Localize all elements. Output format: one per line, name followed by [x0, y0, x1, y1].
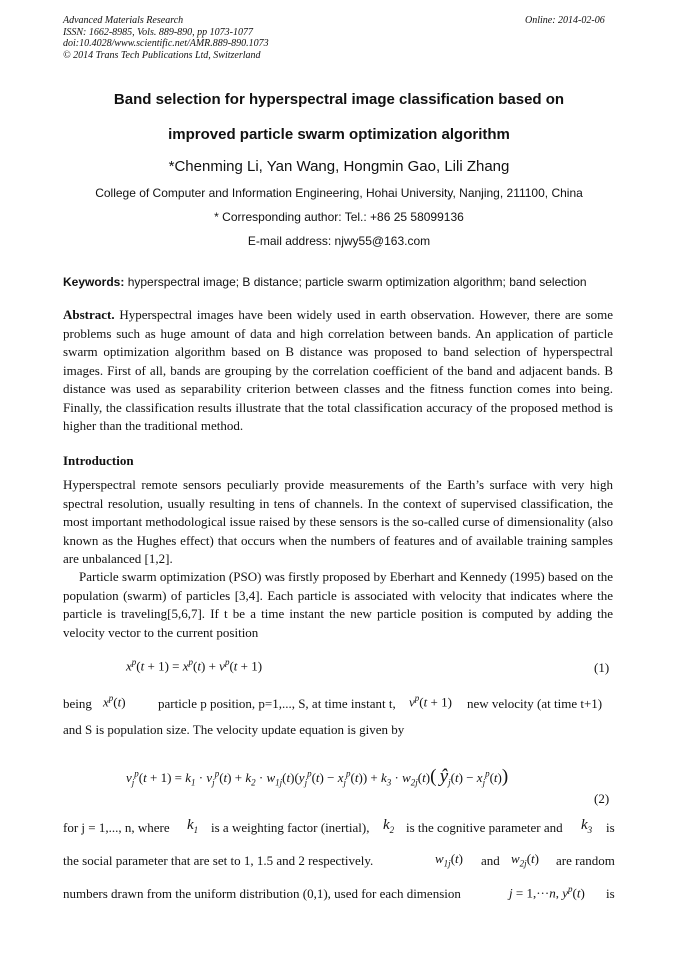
- numbers-text-a: numbers drawn from the uniform distribution (0,1), used for each dimension: [63, 886, 461, 901]
- equation-2: $v_j^p(t + 1) = k_1 \cdot v_j^p(t) + k_2 \cdot w_{1j}(t)(y_j^p(t) - x_j^p(t)) + k_3 \cdot w_{2j}(t)$( $ŷ_j(t) - x_j^p(t)$): [126, 766, 509, 788]
- inline-math-vp: $v^p(t + 1)$: [409, 693, 452, 710]
- inline-math-w2j: $w_{2j}(t)$: [511, 851, 539, 869]
- abstract-label: Abstract.: [63, 307, 115, 322]
- equation-1-number: (1): [594, 660, 610, 675]
- social-text-a: the social parameter that are set to 1, 1.5 and 2 respectively.: [63, 853, 374, 868]
- intro-paragraph-1: Hyperspectral remote sensors peculiarly provide measurements of the Earth’s surface with very high spectral resolution, usually resulting in tens of channels. In the context of supervised classification, the most important methodological issue raised by these sensors is the so-called curse of dimensionality (also known as the Hughes effect) that occurs when the numbers of features and of available training samples are unbalanced [1,2].: [63, 477, 613, 566]
- being-word: being: [63, 696, 92, 711]
- paper-title-line-1: Band selection for hyperspectral image classification based on: [113, 91, 565, 108]
- journal-header: [63, 15, 269, 61]
- abstract-text: Hyperspectral images have been widely used in earth observation. However, there are some problems such as huge amount of data and high correlation between bands. An application of particle swarm optimization algorithm based on B distance was proposed to band selection of hyperspectral images. First of all, bands are grouping by the correlation coefficient of the band and adjacent bands. B distance was used as separability criterion between classes and the fitness function comes into being. Finally, the classification results illustrate that the total classification accuracy of the proposed method is higher than the traditional method.: [63, 307, 614, 433]
- inline-math-w1j: $w_{1j}(t)$: [435, 851, 463, 869]
- journal-issn: ISSN: 1662-8985, Vols. 889-890, pp 1073-1077: [63, 26, 253, 38]
- inline-math-k1: $k_1$: [187, 817, 199, 835]
- abstract-paragraph: [63, 306, 613, 436]
- equation-2-number: (2): [594, 791, 610, 806]
- online-date: Online: 2014-02-06: [525, 15, 605, 26]
- journal-name: Advanced Materials Research: [63, 15, 184, 26]
- forj-text-b: is a weighting factor (inertial),: [211, 820, 370, 835]
- journal-copyright: © 2014 Trans Tech Publications Ltd, Switzerland: [63, 49, 261, 61]
- forj-text-a: for j = 1,..., n, where: [63, 820, 170, 835]
- intro-paragraph-2: Particle swarm optimization (PSO) was firstly proposed by Eberhart and Kennedy (1995) based on the population (swarm) of particles [3,4]. Each particle is associated with velocity that indicates where the particle is traveling[5,6,7]. If t be a time instant the new particle position is computed by adding the velocity vector to the current position: [63, 569, 613, 640]
- numbers-text-b: is: [606, 886, 615, 901]
- text-line-population: and S is population size. The velocity update equation is given by: [63, 722, 405, 737]
- corresponding-author: * Corresponding author: Tel.: +86 25 58099136: [214, 210, 464, 224]
- social-text-c: are random: [556, 853, 615, 868]
- affiliation: College of Computer and Information Engineering, Hohai University, Nanjing, 211100, China: [95, 186, 583, 200]
- inline-math-dimension: j = 1,···n, $y^p(t)$: [509, 884, 585, 901]
- being-mid-text: particle p position, p=1,..., S, at time instant t,: [158, 696, 396, 711]
- forj-text-d: is: [606, 820, 615, 835]
- social-text-b: and: [481, 853, 500, 868]
- being-end-text: new velocity (at time t+1): [467, 696, 603, 711]
- keywords-label: Keywords:: [63, 275, 125, 289]
- inline-math-k2: $k_2$: [383, 817, 395, 835]
- email-address: E-mail address: njwy55@163.com: [247, 234, 431, 248]
- inline-math-xp: $x^p(t)$: [103, 693, 126, 710]
- section-heading-introduction: Introduction: [63, 453, 134, 468]
- forj-text-c: is the cognitive parameter and: [406, 820, 563, 835]
- keywords-text: hyperspectral image; B distance; particle swarm optimization algorithm; band selection: [127, 275, 587, 289]
- keywords-line: [63, 275, 587, 289]
- paper-title-line-2: improved particle swarm optimization algorithm: [168, 126, 510, 143]
- inline-math-k3: $k_3$: [581, 817, 593, 835]
- journal-doi: doi:10.4028/www.scientific.net/AMR.889-890.1073: [63, 38, 269, 49]
- paper-authors: *Chenming Li, Yan Wang, Hongmin Gao, Lili Zhang: [168, 158, 510, 175]
- equation-1: $x^p(t + 1) = x^p(t) + v^p(t + 1)$: [126, 657, 263, 674]
